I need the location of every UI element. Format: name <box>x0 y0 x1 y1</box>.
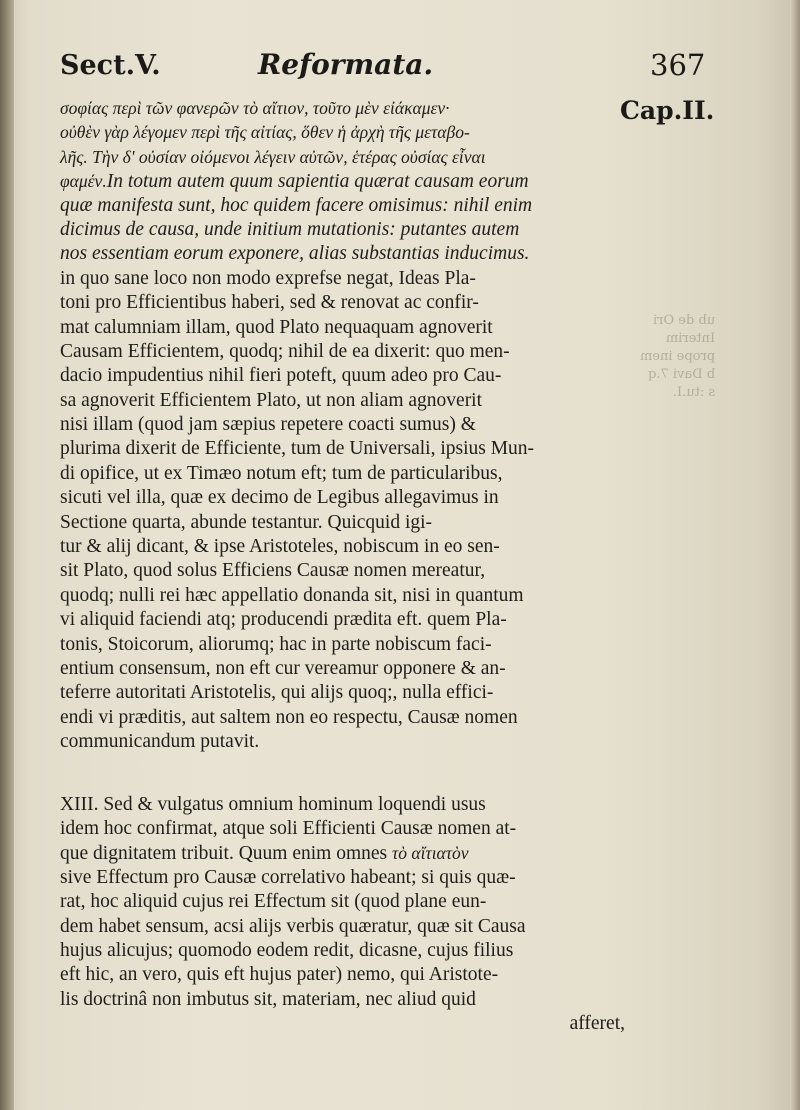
text-line: Sectione quarta, abunde testantur. Quicquid igi- <box>60 511 433 533</box>
text-line: tonis, Stoicorum, aliorumq; hac in parte nobiscum faci- <box>60 633 492 655</box>
text-line: idem hoc confirmat, atque soli Efficienti Causæ nomen at- <box>60 817 517 839</box>
greek-quote-line: σοφίας περὶ τῶν φανερῶν τὸ αἴτιον, τοῦτο μὲν εἰάκαμεν· <box>60 98 450 118</box>
page-edge <box>790 0 800 1110</box>
text-line: sicuti vel illa, quæ ex decimo de Legibus allegavimus in <box>60 487 499 509</box>
text-line: toni pro Efficientibus haberi, sed & renovat ac confir- <box>60 292 479 314</box>
text-line: vi aliquid faciendi atq; producendi prædita eft. quem Pla- <box>60 609 507 631</box>
body-text <box>60 96 625 1036</box>
latin-translation: In totum autem quum sapientia quærat causam eorum <box>106 171 529 193</box>
running-head-title: Reformata. <box>258 48 434 81</box>
text-line: communicandum putavit. <box>60 731 260 753</box>
text-line: sa agnoverit Efficientem Plato, ut non aliam agnoverit <box>60 389 483 411</box>
bleed-line: ub de Ori <box>653 313 716 328</box>
catchword: afferet, <box>569 1013 625 1035</box>
text-line: sit Plato, quod solus Efficiens Causæ nomen mereatur, <box>60 560 486 582</box>
text-line: dacio impudentius nihil fieri poteft, quum adeo pro Cau- <box>60 365 502 387</box>
text-line: mat calumniam illam, quod Plato nequaquam agnoverit <box>60 316 493 338</box>
paragraph-number: XIII. <box>60 793 99 815</box>
bleed-line: prope inem <box>640 349 716 364</box>
bleed-line: s :tu.I. <box>672 385 716 400</box>
text-line: entium consensum, non eft cur vereamur opponere & an- <box>60 657 506 679</box>
text-line: dem habet sensum, acsi alijs verbis quæratur, quæ sit Causa <box>60 915 526 937</box>
chapter-side-note: Cap.II. <box>620 96 715 125</box>
text-line: hujus alicujus; quomodo eodem redit, dicasne, cujus filius <box>60 939 514 961</box>
text-line: endi vi præditis, aut saltem non eo respectu, Causæ nomen <box>60 706 518 728</box>
latin-translation-line: quæ manifesta sunt, hoc quidem facere omisimus: nihil enim <box>60 194 533 216</box>
paragraph-gap <box>60 755 625 793</box>
greek-quote-line: οὐθὲν γὰρ λέγομεν περὶ τῆς αἰτίας, ὅθεν ἡ ἀρχὴ τῆς μεταβο- <box>60 122 470 143</box>
latin-translation-line: nos essentiam eorum exponere, alias substantias inducimus. <box>60 243 530 265</box>
text-line: Causam Efficientem, quodq; nihil de ea dixerit: quo men- <box>60 340 510 362</box>
greek-term: τὸ αἴτιατὸν <box>392 843 469 864</box>
text-fragment: que dignitatem tribuit. Quum enim omnes <box>60 843 388 865</box>
greek-word: φαμέν. <box>60 171 107 192</box>
binding-shadow <box>0 0 14 1110</box>
text-line: rat, hoc aliquid cujus rei Effectum sit (quod plane eun- <box>60 891 487 913</box>
bleed-through-text <box>640 312 715 402</box>
bleed-line: Interim <box>665 331 716 346</box>
running-head-section: Sect.V. <box>60 50 161 81</box>
text-line <box>60 169 625 193</box>
latin-translation-line: dicimus de causa, unde initium mutationis: putantes autem <box>60 218 520 240</box>
bleed-line: b Davi 7.q <box>648 367 716 382</box>
text-line: di opifice, ut ex Timæo notum eft; tum de particularibus, <box>60 462 503 484</box>
page-number: 367 <box>650 48 706 82</box>
text-line: tur & alij dicant, & ipse Aristoteles, nobiscum in eo sen- <box>60 536 500 558</box>
text-line: in quo sane loco non modo exprefse negat, Ideas Pla- <box>60 267 476 289</box>
text-line: sive Effectum pro Causæ correlativo habeant; si quis quæ- <box>60 866 516 888</box>
text-line: lis doctrinâ non imbutus sit, materiam, nec aliud quid <box>60 988 476 1010</box>
paragraph-first-line <box>60 793 625 817</box>
text-line: quodq; nulli rei hæc appellatio donanda sit, nisi in quantum <box>60 584 524 606</box>
text-line: eft hic, an vero, quis eft hujus pater) nemo, qui Aristote- <box>60 964 499 986</box>
paragraph-first-text: Sed & vulgatus omnium hominum loquendi usus <box>103 793 486 815</box>
text-line: nisi illam (quod jam sæpius repetere coacti sumus) & <box>60 414 476 436</box>
catchword-line <box>60 1012 625 1036</box>
text-line: teferre autoritati Aristotelis, qui alijs quoq;, nulla effici- <box>60 682 494 704</box>
greek-quote-line: λῆς. Τὴν δ' οὐσίαν οἰόμενοι λέγειν αὐτῶν, ἑτέρας οὐσίας εἶναι <box>60 146 486 167</box>
text-line <box>60 841 625 865</box>
text-line: plurima dixerit de Efficiente, tum de Universali, ipsius Mun- <box>60 438 535 460</box>
